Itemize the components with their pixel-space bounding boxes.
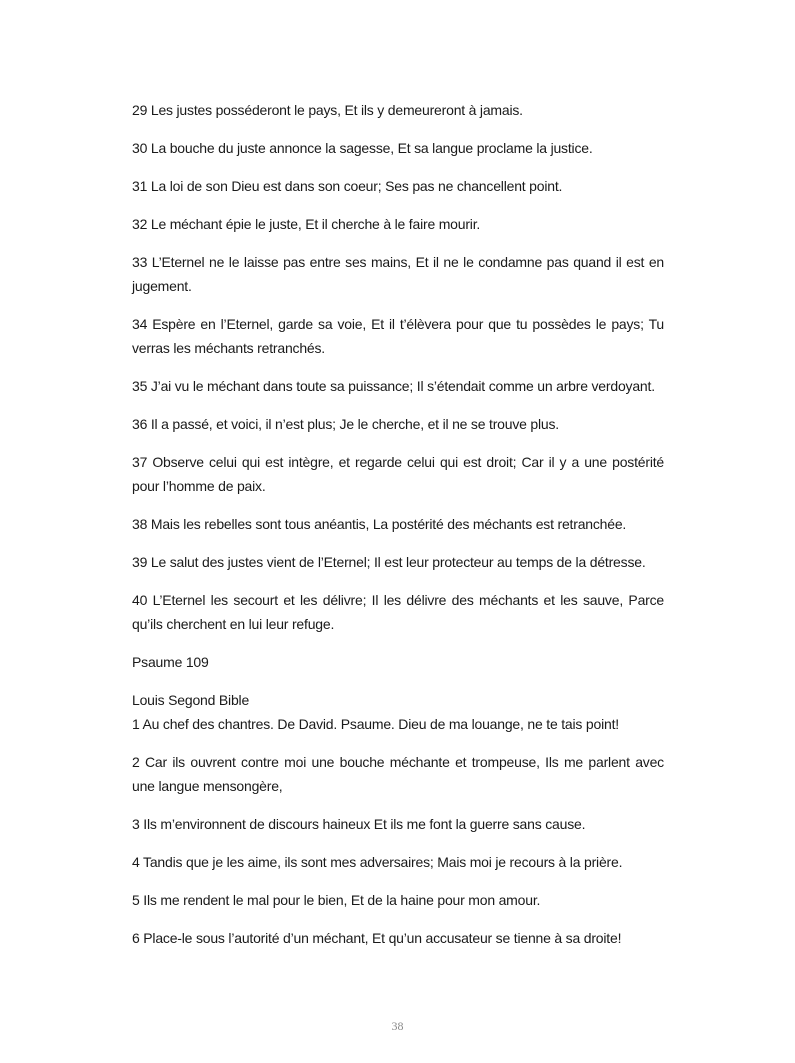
page-content	[132, 98, 664, 964]
bible-version: Louis Segond Bible	[132, 692, 250, 708]
verse-109-4: 4 Tandis que je les aime, ils sont mes adversaires; Mais moi je recours à la prière.	[132, 854, 623, 870]
page-number: 38	[391, 1019, 404, 1033]
verse-30: 30 La bouche du juste annonce la sagesse, Et sa langue proclame la justice.	[132, 140, 593, 156]
verse-31: 31 La loi de son Dieu est dans son coeur; Ses pas ne chancellent point.	[132, 178, 563, 194]
verse-36: 36 Il a passé, et voici, il n’est plus; Je le cherche, et il ne se trouve plus.	[132, 416, 559, 432]
verse-35: 35 J’ai vu le méchant dans toute sa puissance; Il s’étendait comme un arbre verdoyant.	[132, 378, 655, 394]
verse-109-1: 1 Au chef des chantres. De David. Psaume. Dieu de ma louange, ne te tais point!	[132, 716, 619, 732]
verse-109-5: 5 Ils me rendent le mal pour le bien, Et de la haine pour mon amour.	[132, 892, 541, 908]
verse-109-2: 2 Car ils ouvrent contre moi une bouche méchante et trompeuse, Ils me parlent avec une langue mensongère,	[132, 754, 664, 794]
psalm-heading: Psaume 109	[132, 654, 209, 670]
verse-109-6: 6 Place-le sous l’autorité d’un méchant, Et qu’un accusateur se tienne à sa droite!	[132, 930, 622, 946]
verse-34: 34 Espère en l’Eternel, garde sa voie, Et il t’élèvera pour que tu possèdes le pays; Tu verras les méchants retranchés.	[132, 316, 664, 356]
verse-39: 39 Le salut des justes vient de l’Eternel; Il est leur protecteur au temps de la détresse.	[132, 554, 646, 570]
verse-33: 33 L’Eternel ne le laisse pas entre ses mains, Et il ne le condamne pas quand il est en jugement.	[132, 254, 664, 294]
verse-29: 29 Les justes posséderont le pays, Et ils y demeureront à jamais.	[132, 102, 523, 118]
verse-32: 32 Le méchant épie le juste, Et il cherche à le faire mourir.	[132, 216, 481, 232]
verse-37: 37 Observe celui qui est intègre, et regarde celui qui est droit; Car il y a une postérité pour l’homme de paix.	[132, 454, 664, 494]
verse-38: 38 Mais les rebelles sont tous anéantis, La postérité des méchants est retranchée.	[132, 516, 627, 532]
verse-109-3: 3 Ils m’environnent de discours haineux Et ils me font la guerre sans cause.	[132, 816, 586, 832]
verse-40: 40 L’Eternel les secourt et les délivre; Il les délivre des méchants et les sauve, Parce qu’ils cherchent en lui leur refuge.	[132, 592, 664, 632]
